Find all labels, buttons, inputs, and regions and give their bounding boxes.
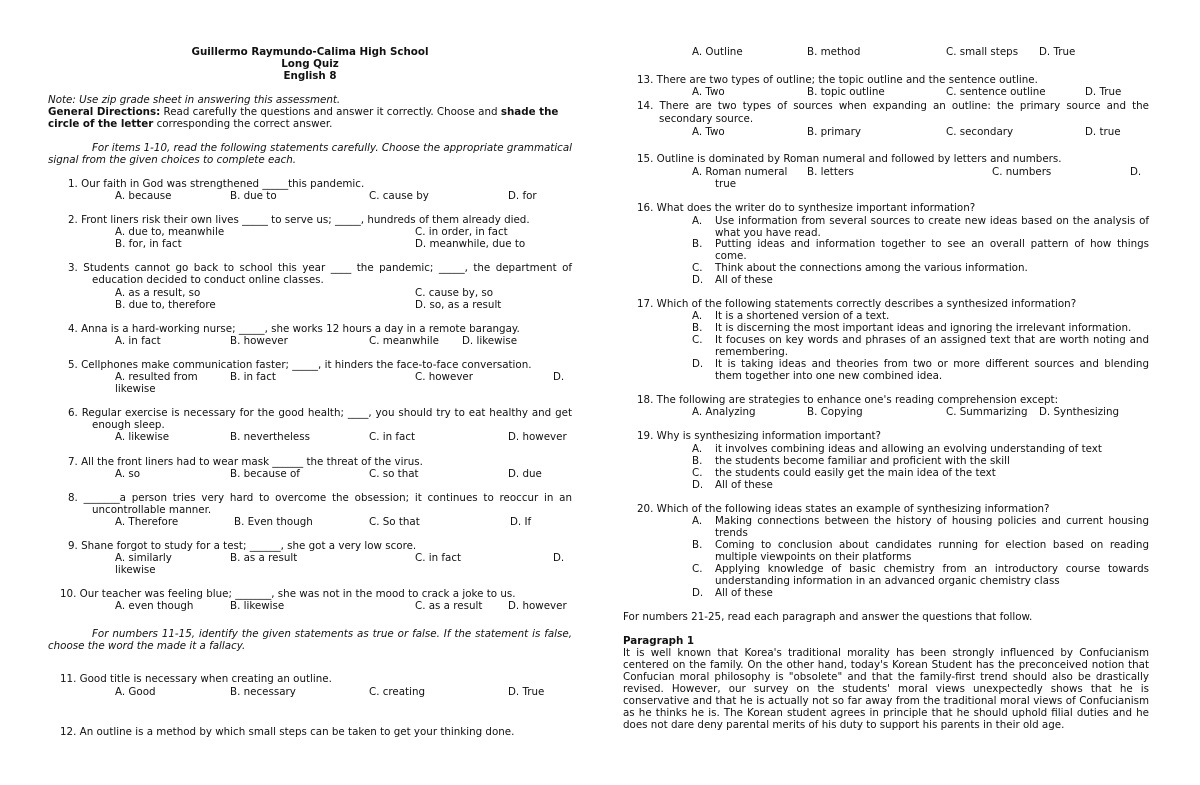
q17-option-c-cont: remembering. — [715, 346, 789, 358]
question-7: 7. All the front liners had to wear mask ______ the threat of the virus. — [68, 456, 423, 468]
general-directions-line1 — [48, 106, 558, 118]
q15-option-d-text: true — [715, 178, 737, 190]
paragraph-1-line-7: does not dare deny parental merits of his duty to support his parents in their old age. — [623, 719, 1065, 731]
q4-option-d: D. likewise — [462, 335, 518, 347]
q15-option-d: D. — [1130, 166, 1142, 178]
q20-letter-b: B. — [692, 539, 703, 551]
question-14: 14. There are two types of sources when expanding an outline: the primary source and the — [637, 100, 1149, 112]
paragraph-1-line-1: It is well known that Korea's traditional morality has been strongly influenced by Confucianism — [623, 647, 1149, 659]
q6-option-b: B. nevertheless — [230, 431, 310, 443]
question-8-cont: uncontrollable manner. — [92, 504, 212, 516]
q11-option-d: D. True — [508, 686, 545, 698]
q2-option-c: C. in order, in fact — [415, 226, 508, 238]
q14-option-b: B. primary — [807, 126, 861, 138]
q8-option-d: D. If — [510, 516, 532, 528]
q16-option-d: All of these — [715, 274, 773, 286]
question-6-cont: enough sleep. — [92, 419, 165, 431]
q19-letter-a: A. — [692, 443, 703, 455]
q3-option-c: C. cause by, so — [415, 287, 494, 299]
general-directions-label: General Directions: — [48, 106, 161, 118]
q13-option-d: D. True — [1085, 86, 1122, 98]
q6-option-c: C. in fact — [369, 431, 416, 443]
q12-option-d: D. True — [1039, 46, 1076, 58]
q18-option-a: A. Analyzing — [692, 406, 756, 418]
question-6: 6. Regular exercise is necessary for the good health; ____, you should try to eat healthy and get — [68, 407, 572, 419]
q17-letter-b: B. — [692, 322, 703, 334]
q17-letter-c: C. — [692, 334, 703, 346]
question-10: 10. Our teacher was feeling blue; _______, she was not in the mood to crack a joke to us. — [60, 588, 516, 600]
q20-option-d: All of these — [715, 587, 773, 599]
q4-option-a: A. in fact — [115, 335, 161, 347]
q9-option-d: D. — [553, 552, 565, 564]
q5-option-b: B. in fact — [230, 371, 276, 383]
paragraph-1-line-6: as he thinks he is. The Korean student agrees in principle that he should uphold filial duties and he — [623, 707, 1149, 719]
q19-letter-d: D. — [692, 479, 704, 491]
question-14-cont: secondary source. — [659, 113, 754, 125]
q17-option-b: It is discerning the most important ideas and ignoring the irrelevant information. — [715, 322, 1132, 334]
q16-option-b-cont: come. — [715, 250, 747, 262]
subject-title: English 8 — [283, 70, 337, 82]
q12-option-b: B. method — [807, 46, 861, 58]
q19-option-b: the students become familiar and proficient with the skill — [715, 455, 1010, 467]
q17-option-d: It is taking ideas and theories from two or more different sources and blending — [715, 358, 1149, 370]
question-12: 12. An outline is a method by which small steps can be taken to get your thinking done. — [60, 726, 515, 738]
paragraph-1-line-3: Confucian moral philosophy is "obsolete" and that the family-first trend should also be drastically — [623, 671, 1149, 683]
q16-option-c: Think about the connections among the various information. — [715, 262, 1028, 274]
q18-option-d: D. Synthesizing — [1039, 406, 1120, 418]
school-name: Guillermo Raymundo-Calima High School — [191, 46, 429, 58]
q19-option-a: it involves combining ideas and allowing an evolving understanding of text — [715, 443, 1102, 455]
q16-letter-b: B. — [692, 238, 703, 250]
q16-option-b: Putting ideas and information together to see an overall pattern of how things — [715, 238, 1149, 250]
q7-option-d: D. due — [508, 468, 542, 480]
q20-option-a-cont: trends — [715, 527, 748, 539]
q4-option-b: B. however — [230, 335, 288, 347]
paragraph-1-line-2: centered on the family. On the other hand, today's Korean Student has the preconceived notion that — [623, 659, 1149, 671]
q6-option-d: D. however — [508, 431, 567, 443]
q13-option-b: B. topic outline — [807, 86, 885, 98]
question-20: 20. Which of the following ideas states an example of synthesizing information? — [637, 503, 1050, 515]
general-directions-bold1: shade the — [500, 106, 559, 118]
note-text: Note: Use zip grade sheet in answering this assessment. — [48, 94, 341, 106]
q20-letter-d: D. — [692, 587, 704, 599]
right-column — [600, 0, 1200, 785]
paragraph-1-line-5: conservative and that he is actually not so far away from the traditional moral views of Confucianism — [623, 695, 1149, 707]
q15-option-a: A. Roman numeral — [692, 166, 788, 178]
q2-option-d: D. meanwhile, due to — [415, 238, 526, 250]
q13-option-a: A. Two — [692, 86, 725, 98]
q16-option-a: Use information from several sources to create new ideas based on the analysis of — [715, 215, 1149, 227]
paragraph-1-title: Paragraph 1 — [623, 635, 695, 647]
q1-option-d: D. for — [508, 190, 537, 202]
question-18: 18. The following are strategies to enhance one's reading comprehension except: — [637, 394, 1059, 406]
q2-option-a: A. due to, meanwhile — [115, 226, 225, 238]
q7-option-a: A. so — [115, 468, 141, 480]
q5-option-c: C. however — [415, 371, 473, 383]
q1-option-c: C. cause by — [369, 190, 429, 202]
q5-option-d-text: likewise — [115, 383, 156, 395]
general-directions-bold2: circle of the letter — [48, 118, 154, 130]
q19-letter-c: C. — [692, 467, 703, 479]
q11-option-a: A. Good — [115, 686, 156, 698]
instructions-21-25: For numbers 21-25, read each paragraph and answer the questions that follow. — [623, 611, 1033, 623]
question-19: 19. Why is synthesizing information important? — [637, 430, 881, 442]
q7-option-c: C. so that — [369, 468, 419, 480]
question-13: 13. There are two types of outline; the topic outline and the sentence outline. — [637, 74, 1038, 86]
q11-option-c: C. creating — [369, 686, 426, 698]
q5-option-a: A. resulted from — [115, 371, 198, 383]
question-3-cont: education decided to conduct online classes. — [92, 274, 324, 286]
q14-option-c: C. secondary — [946, 126, 1014, 138]
question-8: 8. _______a person tries very hard to overcome the obsession; it continues to reoccur in an — [68, 492, 572, 504]
q10-option-c: C. as a result — [415, 600, 483, 612]
q17-letter-d: D. — [692, 358, 704, 370]
question-11: 11. Good title is necessary when creating an outline. — [60, 673, 332, 685]
q16-option-a-cont: what you have read. — [715, 227, 821, 239]
q14-option-d: D. true — [1085, 126, 1121, 138]
quiz-title: Long Quiz — [281, 58, 339, 70]
question-3: 3. Students cannot go back to school this year ____ the pandemic; _____, the department of — [68, 262, 572, 274]
q17-letter-a: A. — [692, 310, 703, 322]
instructions-11-15: For numbers 11-15, identify the given statements as true or false. If the statement is false, choose the word the made it a fallacy. — [48, 628, 572, 652]
q19-option-d: All of these — [715, 479, 773, 491]
q20-letter-c: C. — [692, 563, 703, 575]
q5-option-d: D. — [553, 371, 565, 383]
q17-option-d-cont: them together into one new combined idea. — [715, 370, 943, 382]
q6-option-a: A. likewise — [115, 431, 170, 443]
q20-option-b-cont: multiple viewpoints on their platforms — [715, 551, 912, 563]
q3-option-d: D. so, as a result — [415, 299, 502, 311]
q7-option-b: B. because of — [230, 468, 300, 480]
q1-option-a: A. because — [115, 190, 172, 202]
q10-option-d: D. however — [508, 600, 567, 612]
q15-option-b: B. letters — [807, 166, 854, 178]
q18-option-b: B. Copying — [807, 406, 863, 418]
q12-option-c: C. small steps — [946, 46, 1019, 58]
q17-option-c: It focuses on key words and phrases of an assigned text that are worth noting and — [715, 334, 1149, 346]
q17-option-a: It is a shortened version of a text. — [715, 310, 890, 322]
q9-option-d-text: likewise — [115, 564, 156, 576]
question-5: 5. Cellphones make communication faster; _____, it hinders the face-to-face conversation. — [68, 359, 532, 371]
q20-option-b: Coming to conclusion about candidates running for election based on reading — [715, 539, 1149, 551]
q1-option-b: B. due to — [230, 190, 277, 202]
question-9: 9. Shane forgot to study for a test; ______, she got a very low score. — [68, 540, 417, 552]
q14-option-a: A. Two — [692, 126, 725, 138]
q9-option-b: B. as a result — [230, 552, 298, 564]
q16-letter-d: D. — [692, 274, 704, 286]
q15-option-c: C. numbers — [992, 166, 1052, 178]
question-15: 15. Outline is dominated by Roman numeral and followed by letters and numbers. — [637, 153, 1062, 165]
q16-letter-a: A. — [692, 215, 703, 227]
q20-option-c-cont: understanding information in an advanced organic chemistry class — [715, 575, 1060, 587]
q2-option-b: B. for, in fact — [115, 238, 182, 250]
q9-option-a: A. similarly — [115, 552, 172, 564]
question-17: 17. Which of the following statements correctly describes a synthesized information? — [637, 298, 1077, 310]
q8-option-c: C. So that — [369, 516, 420, 528]
q20-option-c: Applying knowledge of basic chemistry from an introductory course towards — [715, 563, 1149, 575]
q20-letter-a: A. — [692, 515, 703, 527]
q19-option-c: the students could easily get the main idea of the text — [715, 467, 996, 479]
q8-option-a: A. Therefore — [115, 516, 179, 528]
q18-option-c: C. Summarizing — [946, 406, 1028, 418]
q12-option-a: A. Outline — [692, 46, 743, 58]
q20-option-a: Making connections between the history of housing policies and current housing — [715, 515, 1149, 527]
q19-letter-b: B. — [692, 455, 703, 467]
question-4: 4. Anna is a hard-working nurse; _____, she works 12 hours a day in a remote barangay. — [68, 323, 520, 335]
question-16: 16. What does the writer do to synthesize important information? — [637, 202, 976, 214]
q4-option-c: C. meanwhile — [369, 335, 439, 347]
q3-option-b: B. due to, therefore — [115, 299, 216, 311]
q13-option-c: C. sentence outline — [946, 86, 1046, 98]
general-directions-text2: corresponding the correct answer. — [153, 118, 333, 130]
general-directions-line2 — [48, 118, 332, 130]
q9-option-c: C. in fact — [415, 552, 462, 564]
instructions-1-10: For items 1-10, read the following statements carefully. Choose the appropriate grammatical signal from the given choices to complete each. — [48, 142, 573, 166]
paragraph-1-line-4: revised. However, our survey on the students' moral views unexpectedly shows that he is — [623, 683, 1149, 695]
question-2: 2. Front liners risk their own lives _____ to serve us; _____, hundreds of them already died. — [68, 214, 530, 226]
q16-letter-c: C. — [692, 262, 703, 274]
q11-option-b: B. necessary — [230, 686, 296, 698]
q3-option-a: A. as a result, so — [115, 287, 201, 299]
question-1: 1. Our faith in God was strengthened _____this pandemic. — [68, 178, 365, 190]
general-directions-text1: Read carefully the questions and answer it correctly. Choose and — [160, 106, 501, 118]
q10-option-a: A. even though — [115, 600, 194, 612]
q10-option-b: B. likewise — [230, 600, 285, 612]
q8-option-b: B. Even though — [234, 516, 313, 528]
